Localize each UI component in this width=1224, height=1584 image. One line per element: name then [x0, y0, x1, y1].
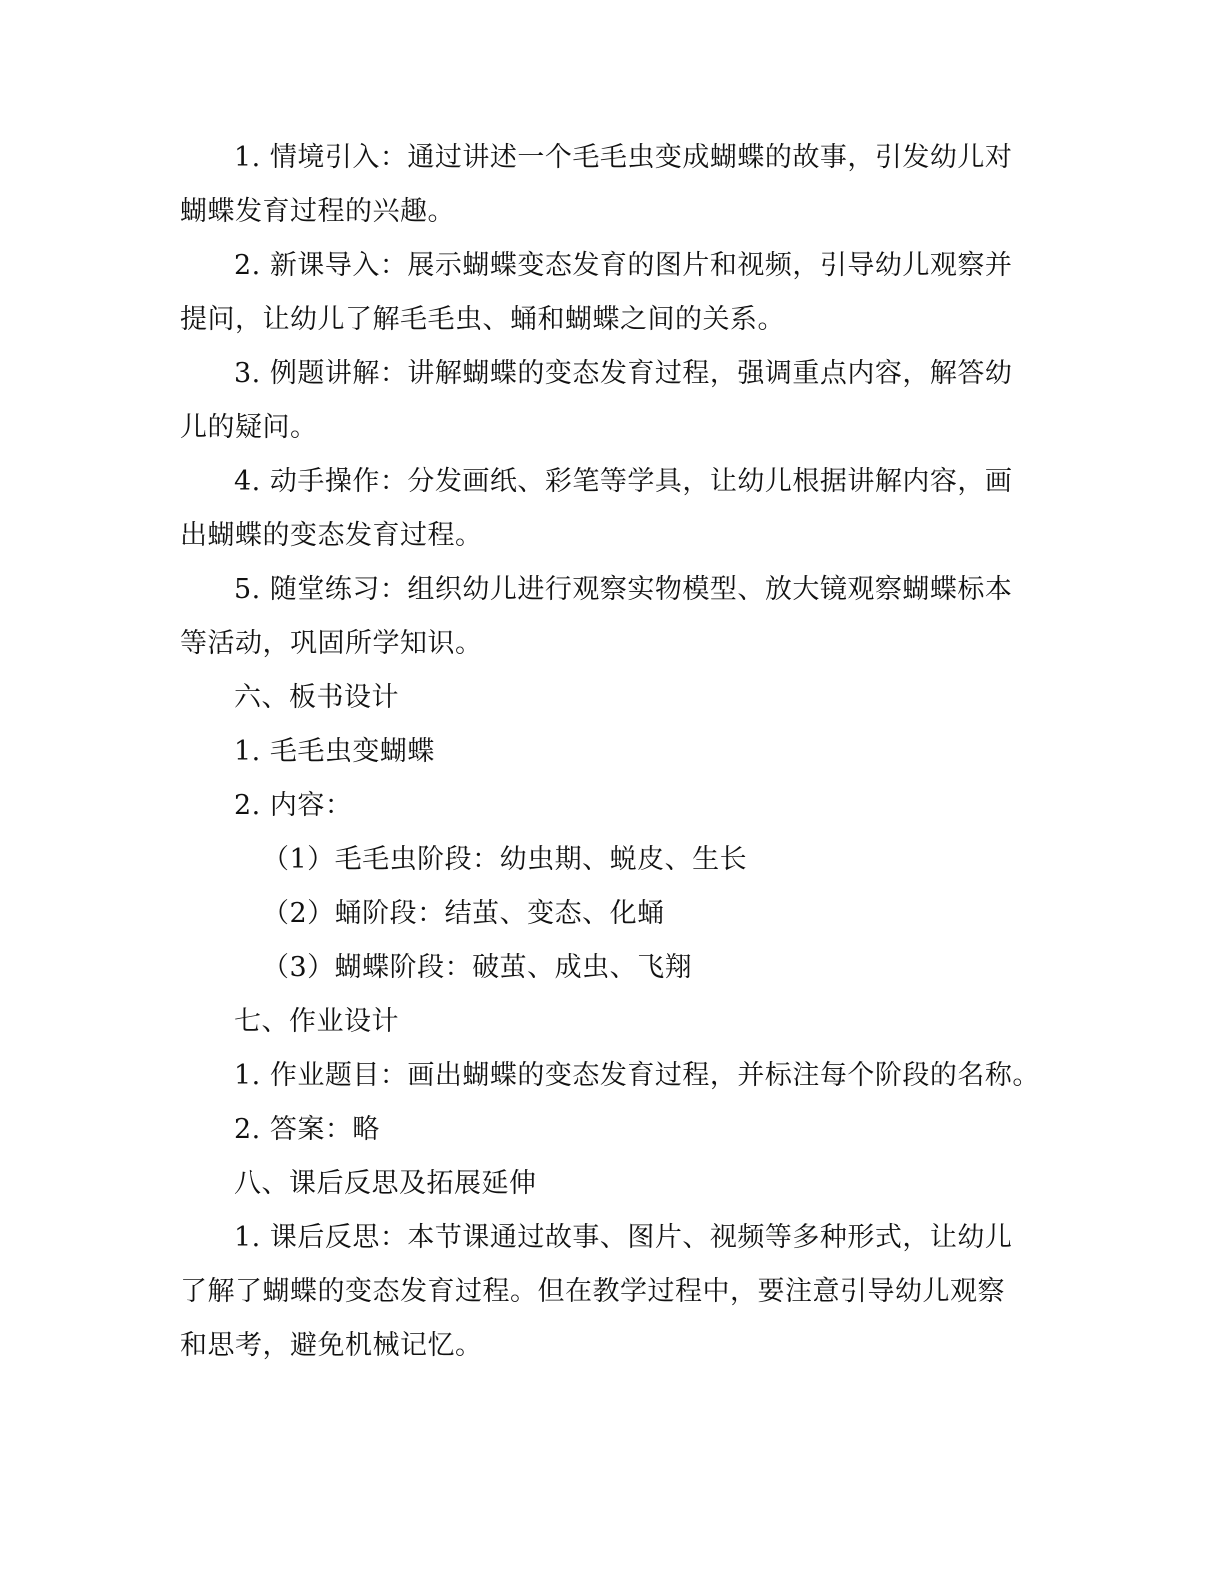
paragraph-line: 等活动，巩固所学知识。 — [180, 628, 483, 659]
section-heading: 七、作业设计 — [234, 1006, 399, 1037]
paragraph-line: 了解了蝴蝶的变态发育过程。但在教学过程中，要注意引导幼儿观察 — [180, 1276, 1005, 1307]
paragraph-line: 儿的疑问。 — [180, 412, 318, 443]
paragraph-line: 出蝴蝶的变态发育过程。 — [180, 520, 483, 551]
paragraph-line: 1. 课后反思：本节课通过故事、图片、视频等多种形式，让幼儿 — [234, 1222, 1013, 1253]
paragraph-line: 5. 随堂练习：组织幼儿进行观察实物模型、放大镜观察蝴蝶标本 — [234, 574, 1013, 605]
paragraph-line: 蝴蝶发育过程的兴趣。 — [180, 196, 455, 227]
list-item: 1. 毛毛虫变蝴蝶 — [234, 736, 435, 767]
section-heading: 六、板书设计 — [234, 682, 399, 713]
sub-list-item: （1）毛毛虫阶段：幼虫期、蜕皮、生长 — [262, 844, 748, 875]
paragraph-line: 和思考，避免机械记忆。 — [180, 1330, 483, 1361]
paragraph-line: 3. 例题讲解：讲解蝴蝶的变态发育过程，强调重点内容，解答幼 — [234, 358, 1013, 389]
paragraph-line: 4. 动手操作：分发画纸、彩笔等学具，让幼儿根据讲解内容，画 — [234, 466, 1013, 497]
paragraph-line: 提问，让幼儿了解毛毛虫、蛹和蝴蝶之间的关系。 — [180, 304, 785, 335]
sub-list-item: （2）蛹阶段：结茧、变态、化蛹 — [262, 898, 665, 929]
list-item: 2. 答案：略 — [234, 1114, 380, 1145]
list-item: 1. 作业题目：画出蝴蝶的变态发育过程，并标注每个阶段的名称。 — [234, 1060, 1040, 1091]
paragraph-line: 1. 情境引入：通过讲述一个毛毛虫变成蝴蝶的故事，引发幼儿对 — [234, 142, 1013, 173]
sub-list-item: （3）蝴蝶阶段：破茧、成虫、飞翔 — [262, 952, 693, 983]
section-heading: 八、课后反思及拓展延伸 — [234, 1168, 537, 1199]
paragraph-line: 2. 新课导入：展示蝴蝶变态发育的图片和视频，引导幼儿观察并 — [234, 250, 1013, 281]
list-item: 2. 内容： — [234, 790, 353, 821]
